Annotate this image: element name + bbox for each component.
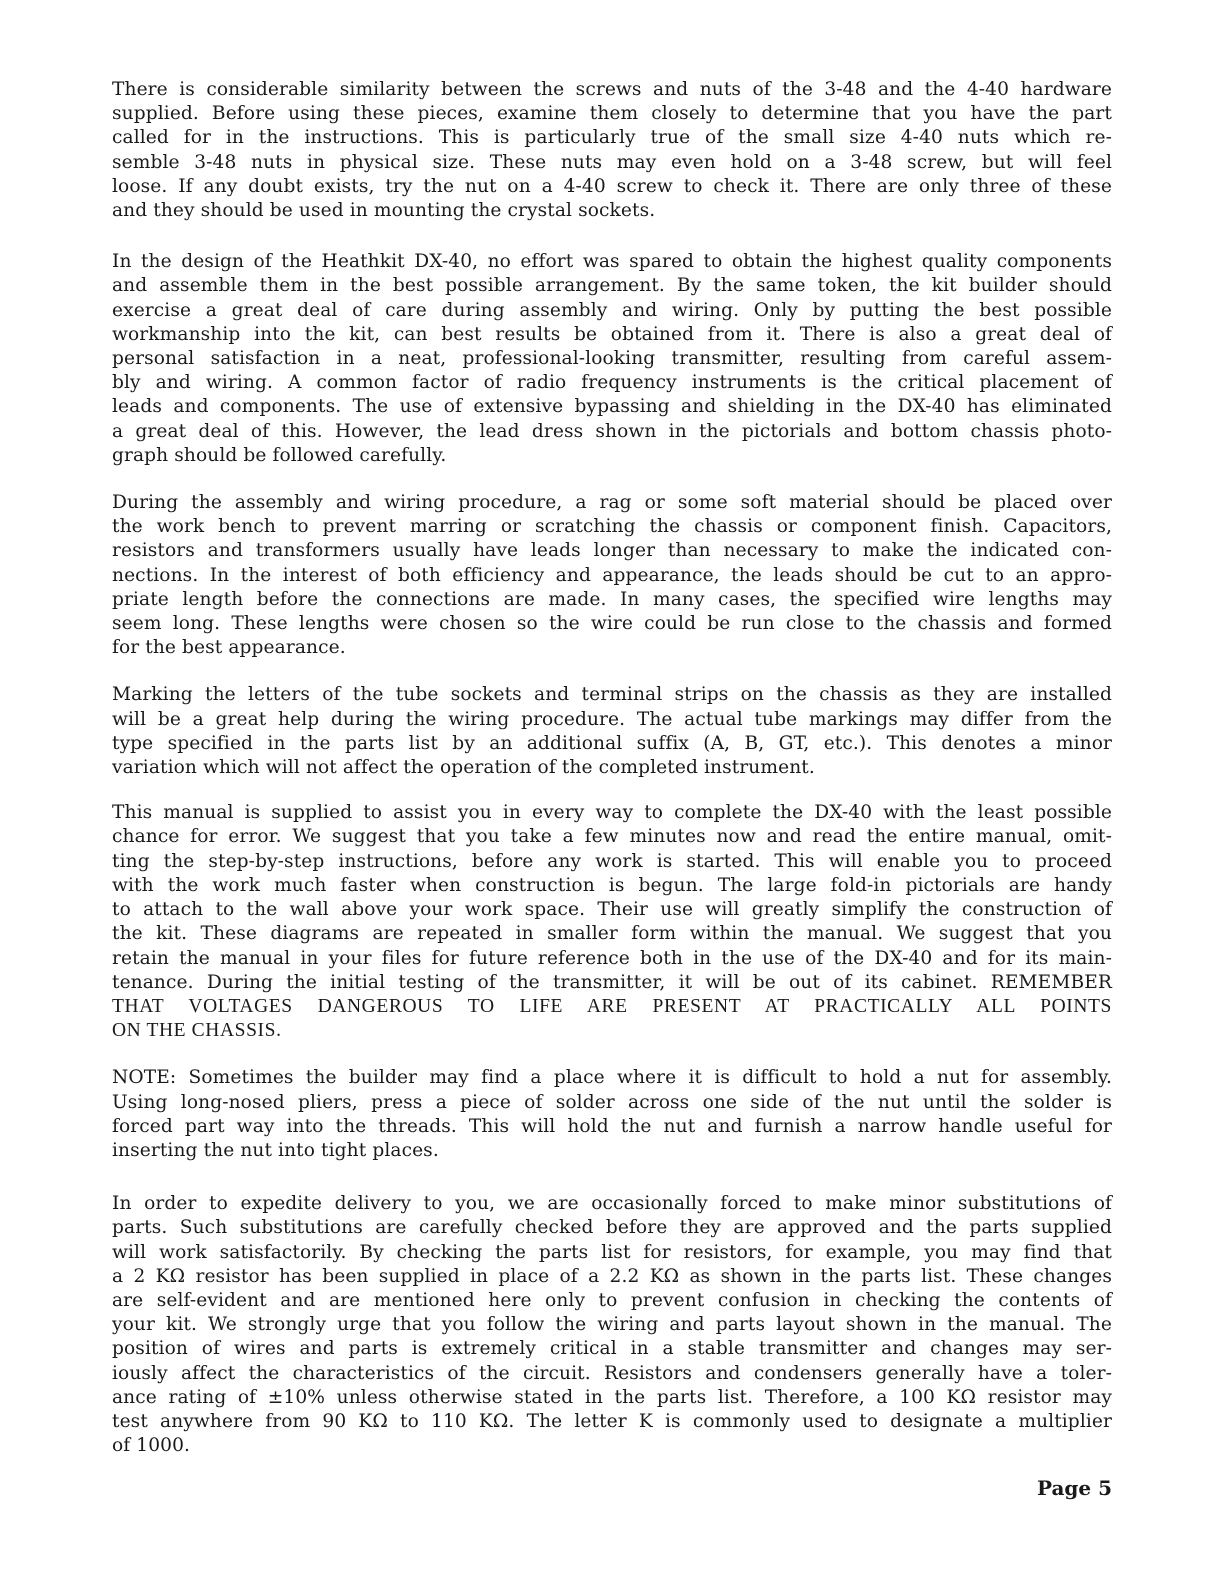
text-line: of 1000. (112, 1435, 191, 1457)
text-line: ance rating of ±10% unless otherwise stated in the parts list. Therefore, a 100 KΩ resistor may (112, 1386, 1112, 1408)
text-line: to attach to the wall above your work space. Their use will greatly simplify the construction of (112, 899, 1112, 921)
paragraph-marking-letters (112, 683, 1112, 780)
document-body (112, 78, 1112, 1479)
text-line: Marking the letters of the tube sockets and terminal strips on the chassis as they are installed (112, 684, 1112, 706)
text-line: This manual is supplied to assist you in every way to complete the DX-40 with the least possible (112, 802, 1112, 824)
text-line: priate length before the connections are made. In many cases, the specified wire lengths may (112, 588, 1112, 610)
text-line: called for in the instructions. This is particularly true of the small size 4-40 nuts which re- (112, 127, 1112, 149)
text-line: personal satisfaction in a neat, professional-looking transmitter, resulting from careful assem- (112, 348, 1112, 370)
text-line: leads and components. The use of extensive bypassing and shielding in the DX-40 has eliminated (112, 396, 1112, 418)
text-line: NOTE: Sometimes the builder may find a place where it is difficult to hold a nut for assembly. (112, 1067, 1112, 1089)
text-line: a great deal of this. However, the lead dress shown in the pictorials and bottom chassis photo- (112, 420, 1112, 442)
text-line: variation which will not affect the operation of the completed instrument. (112, 757, 815, 779)
text-line: chance for error. We suggest that you take a few minutes now and read the entire manual, omit- (112, 826, 1112, 848)
paragraph-substitutions (112, 1192, 1112, 1458)
text-line: retain the manual in your files for future reference both in the use of the DX-40 and for its main- (112, 947, 1112, 969)
text-line: exercise a great deal of care during assembly and wiring. Only by putting the best possible (112, 299, 1112, 321)
text-line: the kit. These diagrams are repeated in smaller form within the manual. We suggest that you (112, 923, 1112, 945)
text-line: bly and wiring. A common factor of radio frequency instruments is the critical placement of (112, 372, 1112, 394)
text-line: a 2 KΩ resistor has been supplied in place of a 2.2 KΩ as shown in the parts list. These changes (112, 1265, 1112, 1287)
text-line: Using long-nosed pliers, press a piece of solder across one side of the nut until the solder is (112, 1091, 1112, 1113)
paragraph-hardware-similarity (112, 78, 1112, 223)
text-line: In order to expedite delivery to you, we are occasionally forced to make minor substitutions of (112, 1193, 1112, 1215)
page-number: Page 5 (1036, 1476, 1112, 1500)
text-line: seem long. These lengths were chosen so the wire could be run close to the chassis and formed (112, 613, 1112, 635)
text-line: forced part way into the threads. This will hold the nut and furnish a narrow handle useful for (112, 1115, 1112, 1137)
text-line: for the best appearance. (112, 637, 346, 659)
paragraph-assembly-procedure (112, 491, 1112, 660)
text-line: your kit. We strongly urge that you follow the wiring and parts layout shown in the manual. The (112, 1314, 1112, 1336)
text-line: will work satisfactorily. By checking the parts list for resistors, for example, you may find that (112, 1241, 1112, 1263)
text-line: and assemble them in the best possible arrangement. By the same token, the kit builder should (112, 275, 1112, 297)
paragraph-manual-usage (112, 801, 1112, 1043)
text-line: the work bench to prevent marring or scratching the chassis or component finish. Capacitors, (112, 516, 1112, 538)
text-line: parts. Such substitutions are carefully checked before they are approved and the parts supplied (112, 1217, 1112, 1239)
text-line: inserting the nut into tight places. (112, 1139, 439, 1161)
text-line: iously affect the characteristics of the circuit. Resistors and condensers generally have a toler- (112, 1362, 1112, 1384)
text-line: workmanship into the kit, can best results be obtained from it. There is also a great deal of (112, 323, 1112, 345)
text-line: During the assembly and wiring procedure, a rag or some soft material should be placed over (112, 492, 1112, 514)
text-line: will be a great help during the wiring procedure. The actual tube markings may differ from the (112, 708, 1112, 730)
text-line: graph should be followed carefully. (112, 444, 447, 466)
text-line: loose. If any doubt exists, try the nut on a 4-40 screw to check it. There are only three of these (112, 175, 1112, 197)
text-line: and they should be used in mounting the crystal sockets. (112, 200, 656, 222)
text-line: There is considerable similarity between the screws and nuts of the 3-48 and the 4-40 hardware (112, 79, 1112, 100)
text-line: position of wires and parts is extremely critical in a stable transmitter and changes may ser- (112, 1338, 1112, 1360)
text-line: nections. In the interest of both efficiency and appearance, the leads should be cut to an appro- (112, 564, 1112, 586)
text-line: tenance. During the initial testing of the transmitter, it will be out of its cabinet. REMEMBER (112, 971, 1112, 993)
text-line: are self-evident and are mentioned here only to prevent confusion in checking the contents of (112, 1289, 1112, 1311)
text-line: supplied. Before using these pieces, examine them closely to determine that you have the part (112, 103, 1112, 125)
text-line: ting the step-by-step instructions, before any work is started. This will enable you to proceed (112, 850, 1112, 872)
text-line: In the design of the Heathkit DX-40, no effort was spared to obtain the highest quality components (112, 251, 1112, 273)
text-line: with the work much faster when construction is begun. The large fold-in pictorials are handy (112, 874, 1112, 896)
warning-line: ON THE CHASSIS. (112, 1020, 282, 1042)
paragraph-design-quality (112, 250, 1112, 468)
paragraph-note-nut-holding (112, 1066, 1112, 1163)
text-line: resistors and transformers usually have leads longer than necessary to make the indicated con- (112, 540, 1112, 562)
warning-line: THAT VOLTAGES DANGEROUS TO LIFE ARE PRESENT AT PRACTICALLY ALL POINTS (112, 995, 1112, 1017)
text-line: semble 3-48 nuts in physical size. These nuts may even hold on a 3-48 screw, but will feel (112, 151, 1112, 173)
text-line: test anywhere from 90 KΩ to 110 KΩ. The letter K is commonly used to designate a multiplier (112, 1410, 1112, 1432)
text-line: type specified in the parts list by an additional suffix (A, B, GT, etc.). This denotes a minor (112, 732, 1112, 754)
